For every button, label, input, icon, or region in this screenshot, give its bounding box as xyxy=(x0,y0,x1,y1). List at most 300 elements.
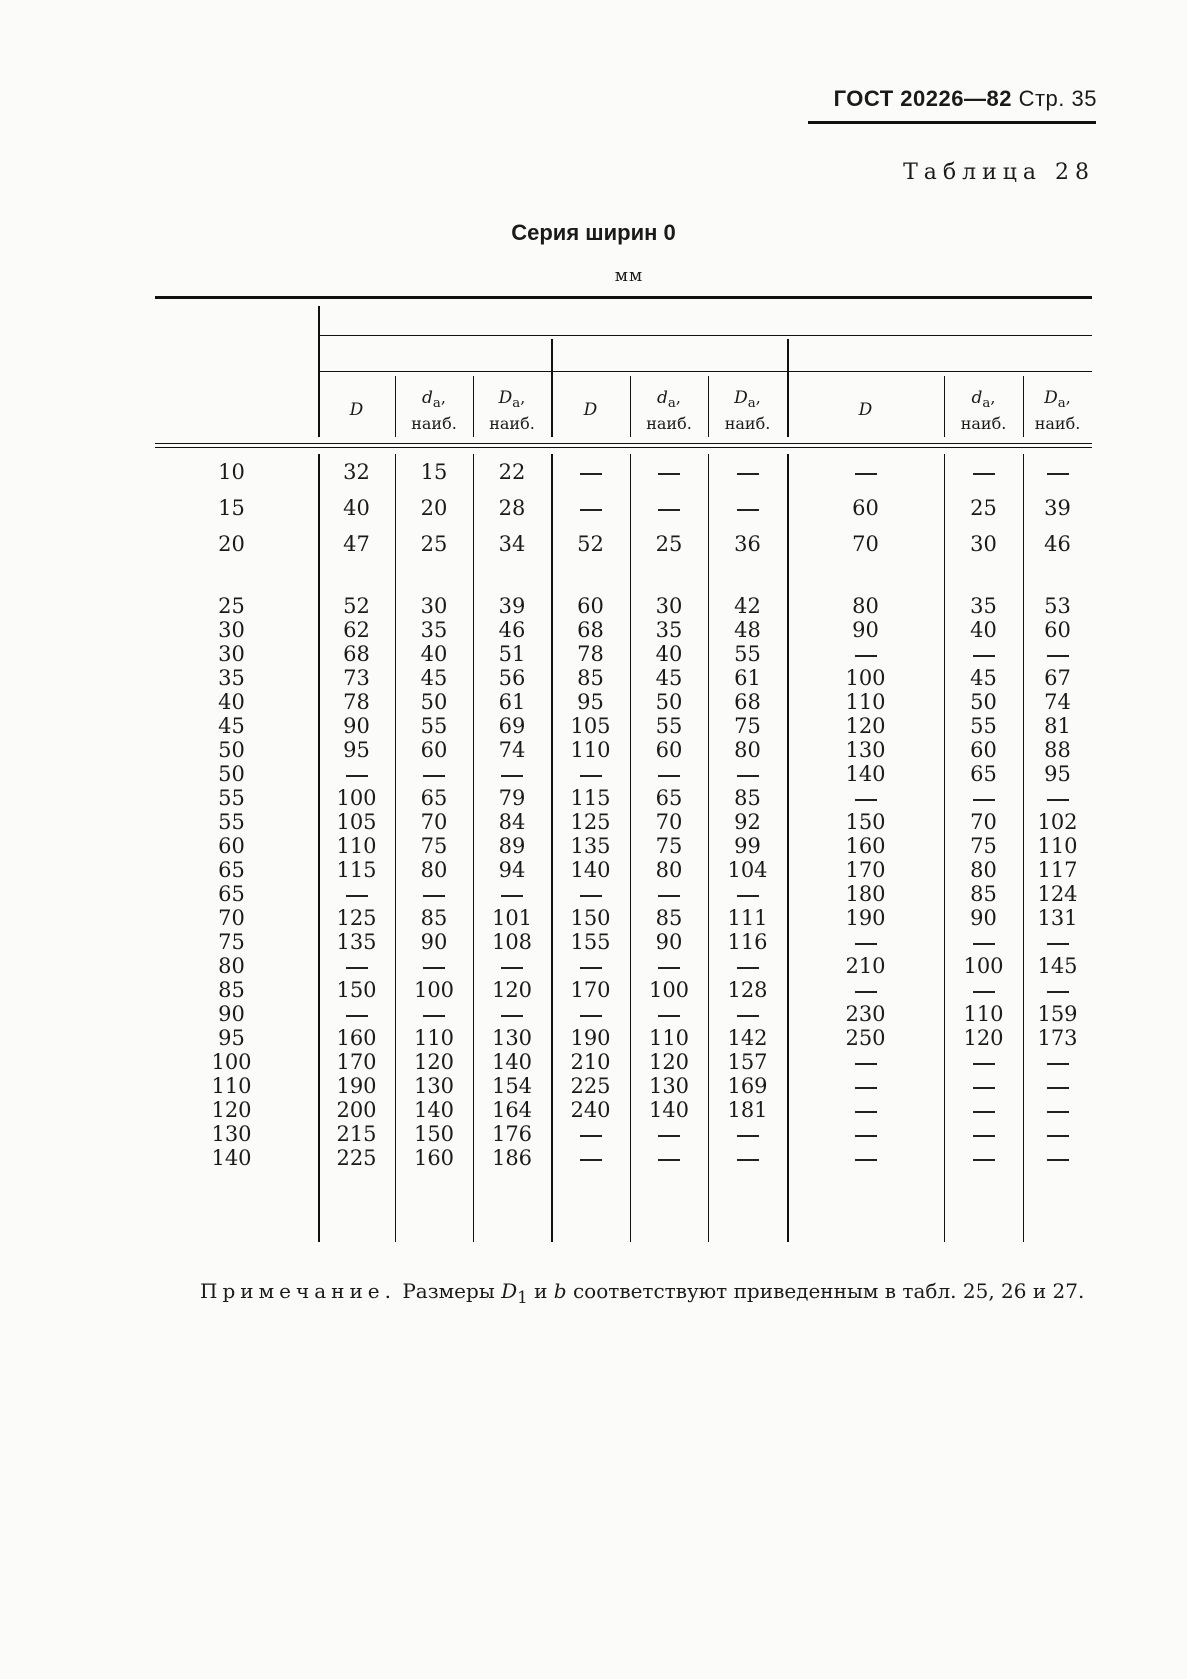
cell-dash xyxy=(580,967,602,969)
cell-value: 25 xyxy=(970,496,997,520)
cell-value: 55 xyxy=(218,810,245,834)
table-cell xyxy=(630,642,708,666)
cell-value: 89 xyxy=(498,834,526,858)
sub-header xyxy=(551,400,630,420)
cell-value: 159 xyxy=(1037,1002,1078,1026)
row-d1-value xyxy=(155,858,308,882)
cell-value: 100 xyxy=(211,1050,252,1074)
table-cell xyxy=(630,1050,708,1074)
sub-header-subscript: а xyxy=(667,396,676,412)
table-cell xyxy=(708,1050,787,1074)
cell-value: 176 xyxy=(491,1122,533,1146)
table-cell xyxy=(630,882,708,906)
table-cell xyxy=(708,1026,787,1050)
cell-value: 36 xyxy=(734,532,761,556)
table-cell xyxy=(630,1026,708,1050)
cell-dash xyxy=(501,967,523,969)
table-cell xyxy=(395,1098,473,1122)
cell-dash xyxy=(855,799,877,801)
table-cell xyxy=(473,666,551,690)
table-cell xyxy=(318,786,395,810)
sub-header-subscript: а xyxy=(512,396,521,412)
table-cell xyxy=(944,618,1023,642)
cell-value: 60 xyxy=(577,594,604,618)
cell-value: 186 xyxy=(491,1146,533,1170)
cell-value: 85 xyxy=(970,882,997,906)
row-d1-value xyxy=(155,460,308,484)
cell-value: 50 xyxy=(970,690,997,714)
cell-value: 120 xyxy=(648,1050,690,1074)
cell-value: 94 xyxy=(498,858,526,882)
cell-value: 110 xyxy=(211,1074,252,1098)
table-cell xyxy=(473,882,551,906)
table-cell xyxy=(551,1146,630,1170)
table-title: Серия ширин 0 xyxy=(511,220,676,245)
table-cell xyxy=(787,1146,944,1170)
row-d1-value xyxy=(155,1026,308,1050)
cell-dash xyxy=(737,509,759,511)
table-cell xyxy=(708,618,787,642)
cell-value: 80 xyxy=(655,858,683,882)
table-cell xyxy=(708,906,787,930)
cell-value: 170 xyxy=(570,978,611,1002)
cell-dash xyxy=(423,895,445,897)
table-cell xyxy=(1023,810,1092,834)
table-cell xyxy=(630,786,708,810)
table-cell xyxy=(395,1026,473,1050)
table-cell xyxy=(395,810,473,834)
cell-value: 40 xyxy=(970,618,997,642)
cell-value: 30 xyxy=(218,618,245,642)
table-cell xyxy=(787,954,944,978)
cell-dash xyxy=(855,1135,877,1137)
table-cell xyxy=(551,1050,630,1074)
cell-dash xyxy=(658,967,680,969)
cell-value: 200 xyxy=(336,1098,377,1122)
sub-header: $D_а$, наиб. xyxy=(489,388,535,434)
cell-value: 65 xyxy=(218,858,245,882)
cell-dash xyxy=(973,1159,995,1161)
row-d1-value xyxy=(155,930,308,954)
cell-dash xyxy=(1047,473,1069,475)
cell-value: 84 xyxy=(498,810,526,834)
table-cell xyxy=(551,1002,630,1026)
sub-header: $D_а$, наиб. xyxy=(1034,388,1081,434)
table-cell xyxy=(630,1146,708,1170)
table-cell xyxy=(787,1074,944,1098)
table-cell xyxy=(551,714,630,738)
document-code: ГОСТ 20226—82 xyxy=(833,86,1012,111)
cell-value: 90 xyxy=(420,930,448,954)
cell-dash xyxy=(855,1063,877,1065)
cell-value: 42 xyxy=(734,594,761,618)
header-bottom-rule xyxy=(155,443,1092,444)
cell-value: 90 xyxy=(218,1002,245,1026)
table-cell xyxy=(630,762,708,786)
table-cell xyxy=(1023,978,1092,1002)
table-cell xyxy=(551,954,630,978)
cell-value: 60 xyxy=(218,834,245,858)
cell-value: 74 xyxy=(498,738,526,762)
cell-value: 20 xyxy=(218,532,245,556)
table-cell xyxy=(944,810,1023,834)
row-d1-value xyxy=(155,496,308,520)
table-cell xyxy=(395,714,473,738)
cell-value: 68 xyxy=(734,690,761,714)
cell-dash xyxy=(973,943,995,945)
cell-value: 150 xyxy=(845,810,886,834)
table-cell xyxy=(944,930,1023,954)
cell-dash xyxy=(1047,991,1069,993)
table-cell xyxy=(787,666,944,690)
cell-dash xyxy=(580,473,602,475)
table-cell xyxy=(473,1098,551,1122)
table-cell xyxy=(395,594,473,618)
cell-value: 75 xyxy=(420,834,448,858)
table-cell xyxy=(944,1002,1023,1026)
cell-value: 160 xyxy=(845,834,886,858)
cell-dash xyxy=(855,1111,877,1113)
cell-value: 190 xyxy=(336,1074,377,1098)
table-cell xyxy=(708,1146,787,1170)
row-d1-value xyxy=(155,666,308,690)
table-cell xyxy=(318,496,395,520)
table-cell xyxy=(708,1122,787,1146)
table-cell xyxy=(318,1050,395,1074)
cell-value: 101 xyxy=(491,906,533,930)
cell-value: 128 xyxy=(727,978,768,1002)
cell-value: 55 xyxy=(970,714,997,738)
table-cell xyxy=(1023,930,1092,954)
table-cell xyxy=(551,666,630,690)
sub-header: $d_а$, наиб. xyxy=(960,388,1007,434)
cell-value: 90 xyxy=(343,714,370,738)
table-cell xyxy=(708,834,787,858)
table-cell xyxy=(1023,1002,1092,1026)
cell-value: 39 xyxy=(498,594,526,618)
table-cell xyxy=(395,1050,473,1074)
cell-value: 68 xyxy=(343,642,370,666)
cell-value: 190 xyxy=(845,906,886,930)
cell-value: 56 xyxy=(498,666,526,690)
table-cell xyxy=(473,810,551,834)
cell-value: 55 xyxy=(734,642,761,666)
table-cell xyxy=(395,786,473,810)
cell-value: 169 xyxy=(727,1074,768,1098)
table-cell xyxy=(395,858,473,882)
cell-value: 50 xyxy=(218,762,245,786)
table-cell xyxy=(473,978,551,1002)
cell-value: 130 xyxy=(413,1074,455,1098)
table-cell xyxy=(473,1074,551,1098)
table-cell xyxy=(944,834,1023,858)
cell-value: 110 xyxy=(413,1026,455,1050)
cell-value: 125 xyxy=(570,810,611,834)
cell-dash xyxy=(580,895,602,897)
cell-value: 105 xyxy=(570,714,611,738)
table-cell xyxy=(318,666,395,690)
table-cell xyxy=(630,1074,708,1098)
cell-value: 160 xyxy=(413,1146,455,1170)
cell-value: 80 xyxy=(970,858,997,882)
cell-value: 35 xyxy=(420,618,448,642)
table-cell xyxy=(630,690,708,714)
table-cell xyxy=(395,834,473,858)
cell-value: 240 xyxy=(570,1098,611,1122)
cell-value: 155 xyxy=(570,930,611,954)
cell-value: 110 xyxy=(1037,834,1078,858)
table-cell xyxy=(944,1026,1023,1050)
cell-dash xyxy=(737,1015,759,1017)
cell-value: 34 xyxy=(498,532,526,556)
table-cell xyxy=(473,714,551,738)
table-cell xyxy=(787,714,944,738)
cell-dash xyxy=(973,799,995,801)
table-cell xyxy=(395,762,473,786)
cell-value: 45 xyxy=(218,714,245,738)
cell-value: 45 xyxy=(655,666,683,690)
cell-dash xyxy=(658,775,680,777)
cell-value: 65 xyxy=(655,786,683,810)
cell-dash xyxy=(1047,1159,1069,1161)
header-bottom-rule xyxy=(155,447,1092,448)
cell-dash xyxy=(658,895,680,897)
cell-value: 25 xyxy=(218,594,245,618)
table-top-rule xyxy=(155,296,1092,299)
table-cell xyxy=(787,496,944,520)
cell-dash xyxy=(501,1015,523,1017)
table-cell xyxy=(708,496,787,520)
table-cell xyxy=(551,858,630,882)
table-cell xyxy=(630,460,708,484)
header-rule xyxy=(808,121,1096,124)
table-cell xyxy=(473,496,551,520)
row-d1-value xyxy=(155,954,308,978)
cell-value: 46 xyxy=(498,618,526,642)
table-cell xyxy=(1023,642,1092,666)
table-cell xyxy=(708,738,787,762)
sub-header-note: наиб. xyxy=(1034,414,1081,434)
cell-dash xyxy=(346,895,368,897)
row-d1-value xyxy=(155,1146,308,1170)
cell-value: 140 xyxy=(648,1098,690,1122)
table-cell xyxy=(1023,496,1092,520)
row-d1-value xyxy=(155,882,308,906)
cell-value: 61 xyxy=(498,690,526,714)
table-cell xyxy=(708,1098,787,1122)
table-cell xyxy=(551,642,630,666)
table-cell xyxy=(551,532,630,556)
cell-value: 115 xyxy=(336,858,377,882)
cell-value: 160 xyxy=(336,1026,377,1050)
sub-header-symbol: D xyxy=(583,400,598,420)
cell-value: 69 xyxy=(498,714,526,738)
table-cell xyxy=(630,834,708,858)
sub-header-symbol: d xyxy=(422,388,433,408)
sub-header xyxy=(318,400,395,420)
cell-value: 110 xyxy=(570,738,611,762)
cell-dash xyxy=(580,775,602,777)
table-cell xyxy=(708,690,787,714)
cell-value: 140 xyxy=(413,1098,455,1122)
table-cell xyxy=(318,978,395,1002)
table-cell xyxy=(318,930,395,954)
cell-value: 62 xyxy=(343,618,370,642)
table-cell xyxy=(787,882,944,906)
table-cell xyxy=(944,762,1023,786)
table-cell xyxy=(630,594,708,618)
table-cell xyxy=(395,666,473,690)
table-cell xyxy=(473,532,551,556)
table-cell xyxy=(708,882,787,906)
row-d1-value xyxy=(155,762,308,786)
cell-dash xyxy=(737,895,759,897)
table-cell xyxy=(708,1002,787,1026)
table-cell xyxy=(473,954,551,978)
cell-value: 99 xyxy=(734,834,761,858)
cell-value: 130 xyxy=(648,1074,690,1098)
table-cell xyxy=(787,906,944,930)
table-cell xyxy=(473,460,551,484)
table-cell xyxy=(318,1002,395,1026)
row-d1-value xyxy=(155,594,308,618)
cell-value: 70 xyxy=(218,906,245,930)
table-cell xyxy=(395,738,473,762)
row-d1-value xyxy=(155,978,308,1002)
table-cell xyxy=(708,642,787,666)
table-cell xyxy=(787,1050,944,1074)
table-cell xyxy=(630,714,708,738)
table-cell xyxy=(1023,786,1092,810)
table-cell xyxy=(473,1122,551,1146)
table-cell xyxy=(473,642,551,666)
series-divider-header xyxy=(551,339,553,437)
cell-value: 190 xyxy=(570,1026,611,1050)
cell-dash xyxy=(1047,1111,1069,1113)
table-cell xyxy=(318,1074,395,1098)
group-rule xyxy=(318,335,1092,336)
table-cell xyxy=(787,594,944,618)
table-cell xyxy=(395,618,473,642)
table-cell xyxy=(551,978,630,1002)
table-cell xyxy=(395,882,473,906)
table-cell xyxy=(318,882,395,906)
table-cell xyxy=(944,690,1023,714)
table-cell xyxy=(787,642,944,666)
cell-value: 100 xyxy=(413,978,455,1002)
cell-value: 100 xyxy=(845,666,886,690)
table-cell xyxy=(551,1122,630,1146)
table-cell xyxy=(630,954,708,978)
table-cell xyxy=(944,978,1023,1002)
cell-dash xyxy=(973,1087,995,1089)
cell-value: 30 xyxy=(970,532,997,556)
cell-dash xyxy=(501,895,523,897)
cell-value: 170 xyxy=(845,858,886,882)
sub-header-symbol: D xyxy=(1044,388,1058,408)
cell-dash xyxy=(973,1135,995,1137)
cell-value: 102 xyxy=(1037,810,1078,834)
cell-value: 61 xyxy=(734,666,761,690)
cell-dash xyxy=(346,775,368,777)
cell-value: 40 xyxy=(343,496,370,520)
table-cell xyxy=(944,1050,1023,1074)
row-d1-value xyxy=(155,1002,308,1026)
cell-value: 225 xyxy=(336,1146,377,1170)
sub-header-note: наиб. xyxy=(724,414,771,434)
table-cell xyxy=(395,690,473,714)
cell-value: 81 xyxy=(1044,714,1071,738)
cell-value: 53 xyxy=(1044,594,1071,618)
cell-dash xyxy=(658,473,680,475)
table-cell xyxy=(395,954,473,978)
cell-value: 140 xyxy=(491,1050,533,1074)
cell-value: 25 xyxy=(420,532,448,556)
cell-value: 74 xyxy=(1044,690,1071,714)
cell-dash xyxy=(1047,1063,1069,1065)
table-cell xyxy=(630,978,708,1002)
table-cell xyxy=(473,618,551,642)
table-cell xyxy=(787,1098,944,1122)
table-cell xyxy=(708,954,787,978)
cell-value: 145 xyxy=(1037,954,1078,978)
cell-dash xyxy=(737,473,759,475)
cell-value: 95 xyxy=(218,1026,245,1050)
table-cell xyxy=(551,690,630,714)
table-cell xyxy=(787,762,944,786)
cell-value: 130 xyxy=(211,1122,252,1146)
series-divider-header xyxy=(787,339,789,437)
cell-value: 116 xyxy=(727,930,768,954)
cell-value: 39 xyxy=(1044,496,1071,520)
table-cell xyxy=(787,858,944,882)
table-cell xyxy=(1023,1098,1092,1122)
cell-value: 40 xyxy=(218,690,245,714)
cell-value: 110 xyxy=(648,1026,690,1050)
sub-header-subscript: а xyxy=(982,396,991,412)
cell-value: 140 xyxy=(570,858,611,882)
row-d1-value xyxy=(155,642,308,666)
cell-value: 140 xyxy=(211,1146,252,1170)
table-cell xyxy=(318,954,395,978)
cell-value: 70 xyxy=(970,810,997,834)
table-cell xyxy=(630,496,708,520)
table-cell xyxy=(787,810,944,834)
cell-value: 46 xyxy=(1044,532,1071,556)
sub-header-note: наиб. xyxy=(489,414,535,434)
cell-value: 15 xyxy=(218,496,245,520)
table-cell xyxy=(630,618,708,642)
table-cell xyxy=(318,858,395,882)
cell-dash xyxy=(973,655,995,657)
table-cell xyxy=(551,738,630,762)
table-cell xyxy=(944,1122,1023,1146)
note-label: Примечание. xyxy=(200,1279,396,1303)
cell-value: 78 xyxy=(577,642,604,666)
cell-value: 60 xyxy=(655,738,683,762)
cell-dash xyxy=(1047,943,1069,945)
cell-value: 80 xyxy=(420,858,448,882)
cell-dash xyxy=(1047,1135,1069,1137)
table-cell xyxy=(944,594,1023,618)
row-d1-value xyxy=(155,714,308,738)
table-cell xyxy=(318,1098,395,1122)
cell-dash xyxy=(346,1015,368,1017)
row-d1-value xyxy=(155,786,308,810)
cell-value: 181 xyxy=(727,1098,768,1122)
table-cell xyxy=(473,834,551,858)
table-cell xyxy=(787,1026,944,1050)
